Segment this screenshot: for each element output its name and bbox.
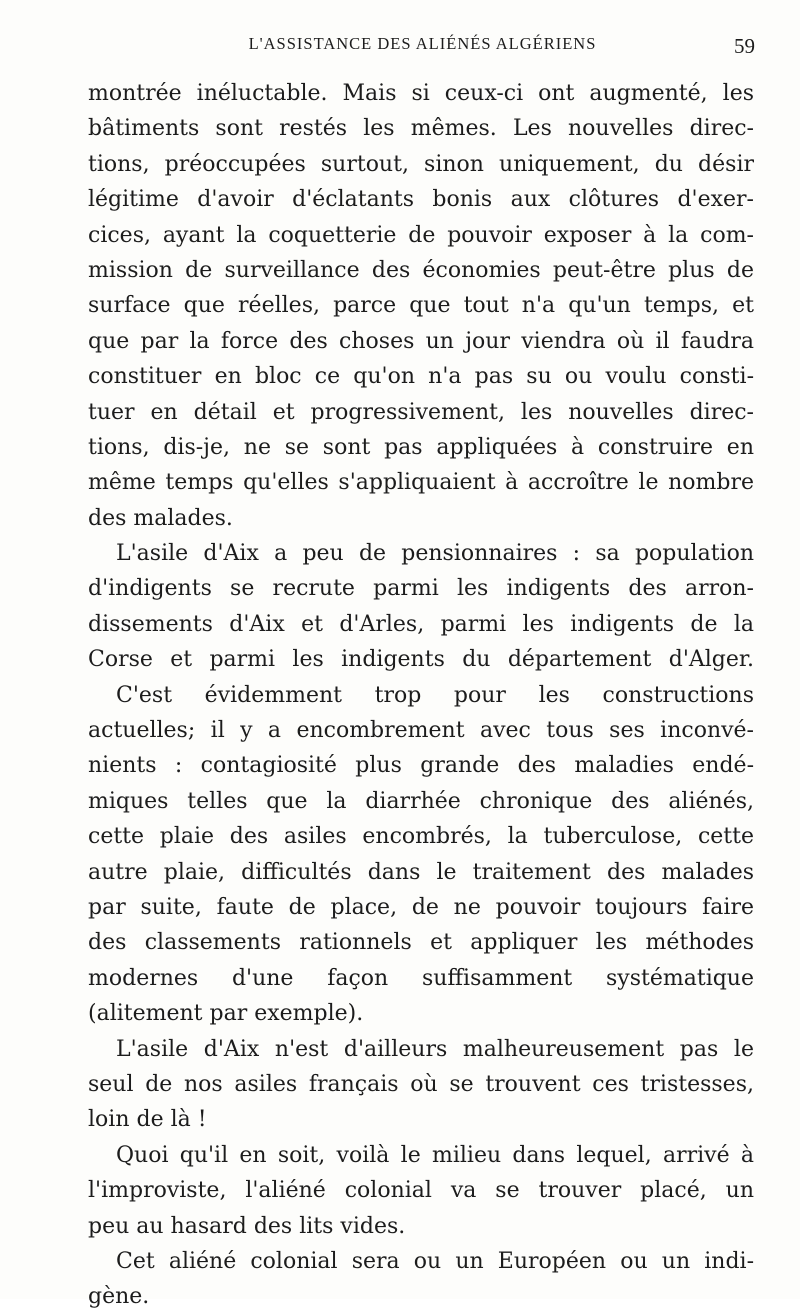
text-line: dissements d'Aix et d'Arles, parmi les indigents de la [88, 611, 754, 637]
text-line: actuelles; il y a encombrement avec tous ses inconvé- [88, 718, 754, 744]
text-line: légitime d'avoir d'éclatants bonis aux clôtures d'exer- [88, 187, 754, 213]
text-line: cette plaie des asiles encombrés, la tuberculose, cette [88, 824, 754, 850]
text-line: peu au hasard des lits vides. [88, 1213, 406, 1239]
text-line: miques telles que la diarrhée chronique des aliénés, [88, 788, 754, 814]
text-line: des classements rationnels et appliquer les méthodes [88, 930, 754, 956]
text-line: montrée inéluctable. Mais si ceux-ci ont augmenté, les [88, 81, 754, 106]
text-line: tuer en détail et progressivement, les nouvelles direc- [88, 399, 754, 425]
text-line: surface que réelles, parce que tout n'a qu'un temps, et [88, 293, 754, 319]
text-line: gène. [88, 1284, 150, 1310]
text-line: Corse et parmi les indigents du département d'Alger. [88, 647, 754, 673]
text-line: loin de là ! [88, 1107, 207, 1133]
text-line: mission de surveillance des économies peut-être plus de [88, 257, 754, 283]
text-line: nients : contagiosité plus grande des maladies endé- [88, 753, 754, 779]
text-line: Cet aliéné colonial sera ou un Européen ou un indi- [116, 1248, 754, 1274]
text-line: bâtiments sont restés les mêmes. Les nouvelles direc- [88, 116, 754, 142]
text-line: L'asile d'Aix a peu de pensionnaires : sa population [116, 541, 754, 567]
running-title: L'ASSISTANCE DES ALIÉNÉS ALGÉRIENS [248, 34, 597, 53]
text-line: modernes d'une façon suffisamment systématique [88, 965, 754, 991]
text-line: Quoi qu'il en soit, voilà le milieu dans lequel, arrivé à [116, 1142, 754, 1168]
text-line: autre plaie, difficultés dans le traitement des malades [88, 859, 754, 885]
text-line: que par la force des choses un jour viendra où il faudra [88, 328, 754, 354]
text-line: C'est évidemment trop pour les constructions [116, 682, 754, 708]
text-line: cices, ayant la coquetterie de pouvoir exposer à la com- [88, 222, 754, 248]
page-number: 59 [734, 34, 755, 58]
text-line: (alitement par exemple). [88, 1001, 364, 1027]
body-text [88, 76, 754, 1315]
text-line: seul de nos asiles français où se trouvent ces tristesses, [88, 1071, 754, 1097]
text-line: L'asile d'Aix n'est d'ailleurs malheureusement pas le [116, 1036, 754, 1062]
text-line: d'indigents se recrute parmi les indigents des arron- [88, 576, 754, 602]
text-line: par suite, faute de place, de ne pouvoir toujours faire [88, 894, 754, 920]
text-line: des malades. [88, 505, 233, 531]
text-line: tions, dis-je, ne se sont pas appliquées à construire en [88, 434, 754, 460]
text-line: constituer en bloc ce qu'on n'a pas su ou voulu consti- [88, 364, 754, 390]
running-head [90, 34, 755, 62]
text-line: l'improviste, l'aliéné colonial va se trouver placé, un [88, 1178, 754, 1204]
text-line: tions, préoccupées surtout, sinon uniquement, du désir [88, 151, 754, 177]
text-line: même temps qu'elles s'appliquaient à accroître le nombre [88, 470, 754, 496]
